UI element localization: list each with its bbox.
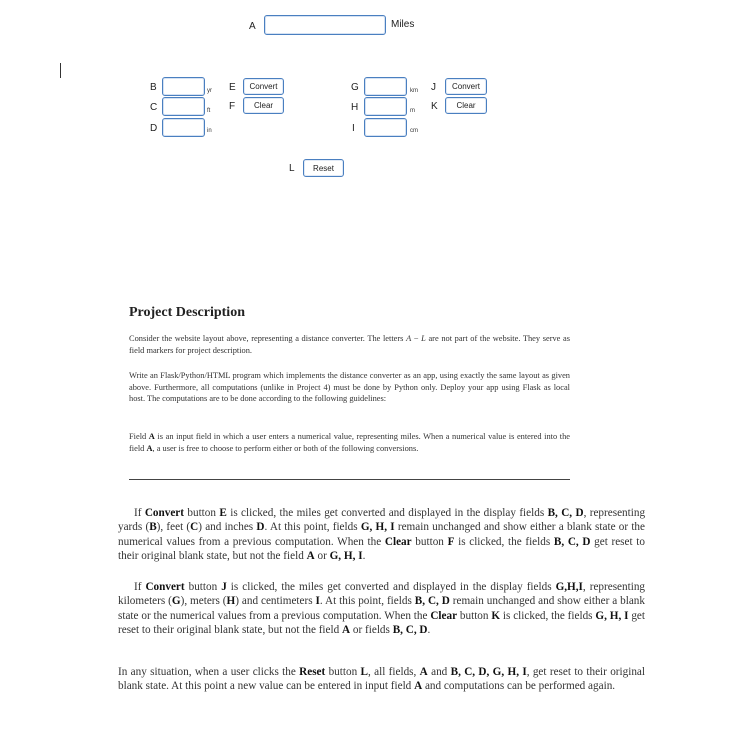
- text-run: button: [184, 507, 220, 519]
- emphasis-term: H: [226, 595, 236, 608]
- text-run: .: [427, 623, 431, 636]
- text-run: . At this point, fields: [264, 521, 361, 534]
- text-run: and computations can be performed again.: [422, 680, 616, 693]
- text-run: , get reset to their original blank state. At this point a new value can be entered in input field: [118, 666, 646, 693]
- description-paragraph-3: Field A is an input field in which a user enters a numerical value, representing miles. When a numerical value is entered into the field A, a user is free to choose to perform either or both of the following conversions.: [129, 432, 570, 453]
- marker-j: J: [431, 82, 436, 93]
- meters-unit: m: [410, 108, 415, 114]
- emphasis-term: E: [219, 507, 227, 519]
- kilometers-unit: km: [410, 88, 418, 94]
- emphasis-term: G,H,I: [555, 581, 583, 593]
- emphasis-term: Convert: [144, 507, 184, 519]
- description-paragraph-1: Consider the website layout above, representing a distance converter. The letters A − L are not part of the website. They serve as field markers for project description.: [129, 334, 570, 355]
- emphasis-term: A: [342, 623, 351, 636]
- text-run: If: [134, 581, 146, 593]
- centimeters-unit: cm: [410, 128, 418, 134]
- centimeters-field[interactable]: [364, 118, 407, 137]
- emphasis-term: B, C, D: [547, 507, 584, 519]
- text-run: , all fields,: [368, 666, 420, 678]
- text-run: ), meters (: [180, 595, 227, 608]
- yards-unit: yr: [207, 88, 212, 94]
- inches-unit: in: [207, 128, 212, 134]
- emphasis-term: Convert: [145, 581, 185, 593]
- text-run: ), feet (: [156, 521, 191, 534]
- instruction-reset: [118, 665, 645, 694]
- text-run: In any situation, when a user clicks the: [118, 666, 300, 678]
- text-run: ) and inches: [198, 521, 257, 534]
- yards-field[interactable]: [162, 77, 205, 96]
- emphasis-term: F: [447, 535, 455, 548]
- miles-input[interactable]: [264, 15, 386, 35]
- clear-yards-button[interactable]: Clear: [243, 97, 284, 114]
- emphasis-term: G: [171, 595, 181, 608]
- emphasis-term: G, H, I: [595, 609, 629, 622]
- clear-km-button[interactable]: Clear: [445, 97, 487, 114]
- emphasis-term: B: [149, 521, 157, 534]
- meters-field[interactable]: [364, 97, 407, 116]
- marker-b: B: [150, 82, 157, 93]
- text-run: or: [314, 549, 330, 562]
- text-run: .: [362, 549, 366, 562]
- text-run: is clicked, the miles get converted and displayed in the display fields: [226, 581, 556, 593]
- text-run: , representing kilometers (: [118, 581, 646, 608]
- text-run: button: [325, 666, 361, 678]
- emphasis-term: J: [221, 581, 227, 593]
- text-run: remain unchanged and show either a blank state or the numerical values from a previous computation. When the: [118, 595, 645, 622]
- emphasis-term: K: [491, 609, 501, 622]
- section-divider: [129, 479, 570, 480]
- emphasis-term: B, C, D: [414, 595, 450, 608]
- marker-i: I: [352, 123, 355, 134]
- emphasis-term: A: [306, 549, 315, 562]
- emphasis-term: Clear: [430, 609, 458, 622]
- emphasis-term: Reset: [299, 666, 326, 678]
- emphasis-term: B, C, D: [553, 535, 591, 548]
- marker-k: K: [431, 101, 438, 112]
- marker-l: L: [289, 163, 295, 174]
- text-run: get reset to their original blank state, but not the field: [118, 535, 645, 562]
- text-cursor-mark: [60, 63, 61, 78]
- description-paragraph-2: Write an Flask/Python/HTML program which implements the distance converter as an app, using exactly the same layout as given above. Furthermore, all computations (unlike in Project 4) must be done by Python only. Deploy your app using Flask as local host. The computations are to be done according to the following guidelines:: [129, 371, 570, 404]
- emphasis-term: A: [414, 680, 423, 693]
- emphasis-term: G, H, I: [329, 549, 363, 562]
- text-run: or fields: [350, 623, 393, 636]
- feet-field[interactable]: [162, 97, 205, 116]
- emphasis-term: C: [190, 521, 199, 534]
- convert-km-button[interactable]: Convert: [445, 78, 487, 95]
- inches-field[interactable]: [162, 118, 205, 137]
- instruction-convert-j: [118, 580, 645, 637]
- text-run: remain unchanged and show either a blank state or the numerical values from a previous computation. When the: [118, 521, 645, 548]
- marker-e: E: [229, 82, 236, 93]
- emphasis-term: Clear: [384, 535, 412, 548]
- emphasis-term: I: [315, 595, 320, 608]
- text-run: button: [411, 535, 448, 548]
- marker-c: C: [150, 102, 158, 113]
- convert-yards-button[interactable]: Convert: [243, 78, 284, 95]
- text-run: ) and centimeters: [235, 595, 316, 608]
- emphasis-term: A: [419, 666, 428, 678]
- text-run: is clicked, the miles get converted and displayed in the display fields: [226, 507, 548, 519]
- feet-unit: ft: [207, 108, 211, 114]
- marker-h: H: [351, 102, 359, 113]
- text-run: and: [427, 666, 451, 678]
- text-run: If: [134, 507, 145, 519]
- miles-label: Miles: [391, 19, 415, 30]
- text-run: , representing yards (: [118, 507, 646, 534]
- emphasis-term: L: [360, 666, 368, 678]
- text-run: button: [457, 609, 492, 622]
- marker-d: D: [150, 123, 158, 134]
- emphasis-term: G, H, I: [360, 521, 395, 534]
- emphasis-term: B, C, D, G, H, I: [450, 666, 527, 678]
- reset-button[interactable]: Reset: [303, 159, 344, 177]
- marker-g: G: [351, 82, 359, 93]
- text-run: get reset to their original blank state, but not the field: [118, 609, 645, 636]
- text-run: . At this point, fields: [319, 595, 415, 608]
- emphasis-term: B, C, D: [392, 623, 428, 636]
- kilometers-field[interactable]: [364, 77, 407, 96]
- text-run: is clicked, the fields: [454, 535, 554, 548]
- project-description-title: Project Description: [129, 305, 245, 320]
- marker-a: A: [249, 21, 256, 32]
- emphasis-term: D: [256, 521, 265, 534]
- marker-f: F: [229, 101, 236, 112]
- text-run: is clicked, the fields: [500, 609, 596, 622]
- instruction-convert-e: [118, 506, 645, 563]
- text-run: button: [184, 581, 222, 593]
